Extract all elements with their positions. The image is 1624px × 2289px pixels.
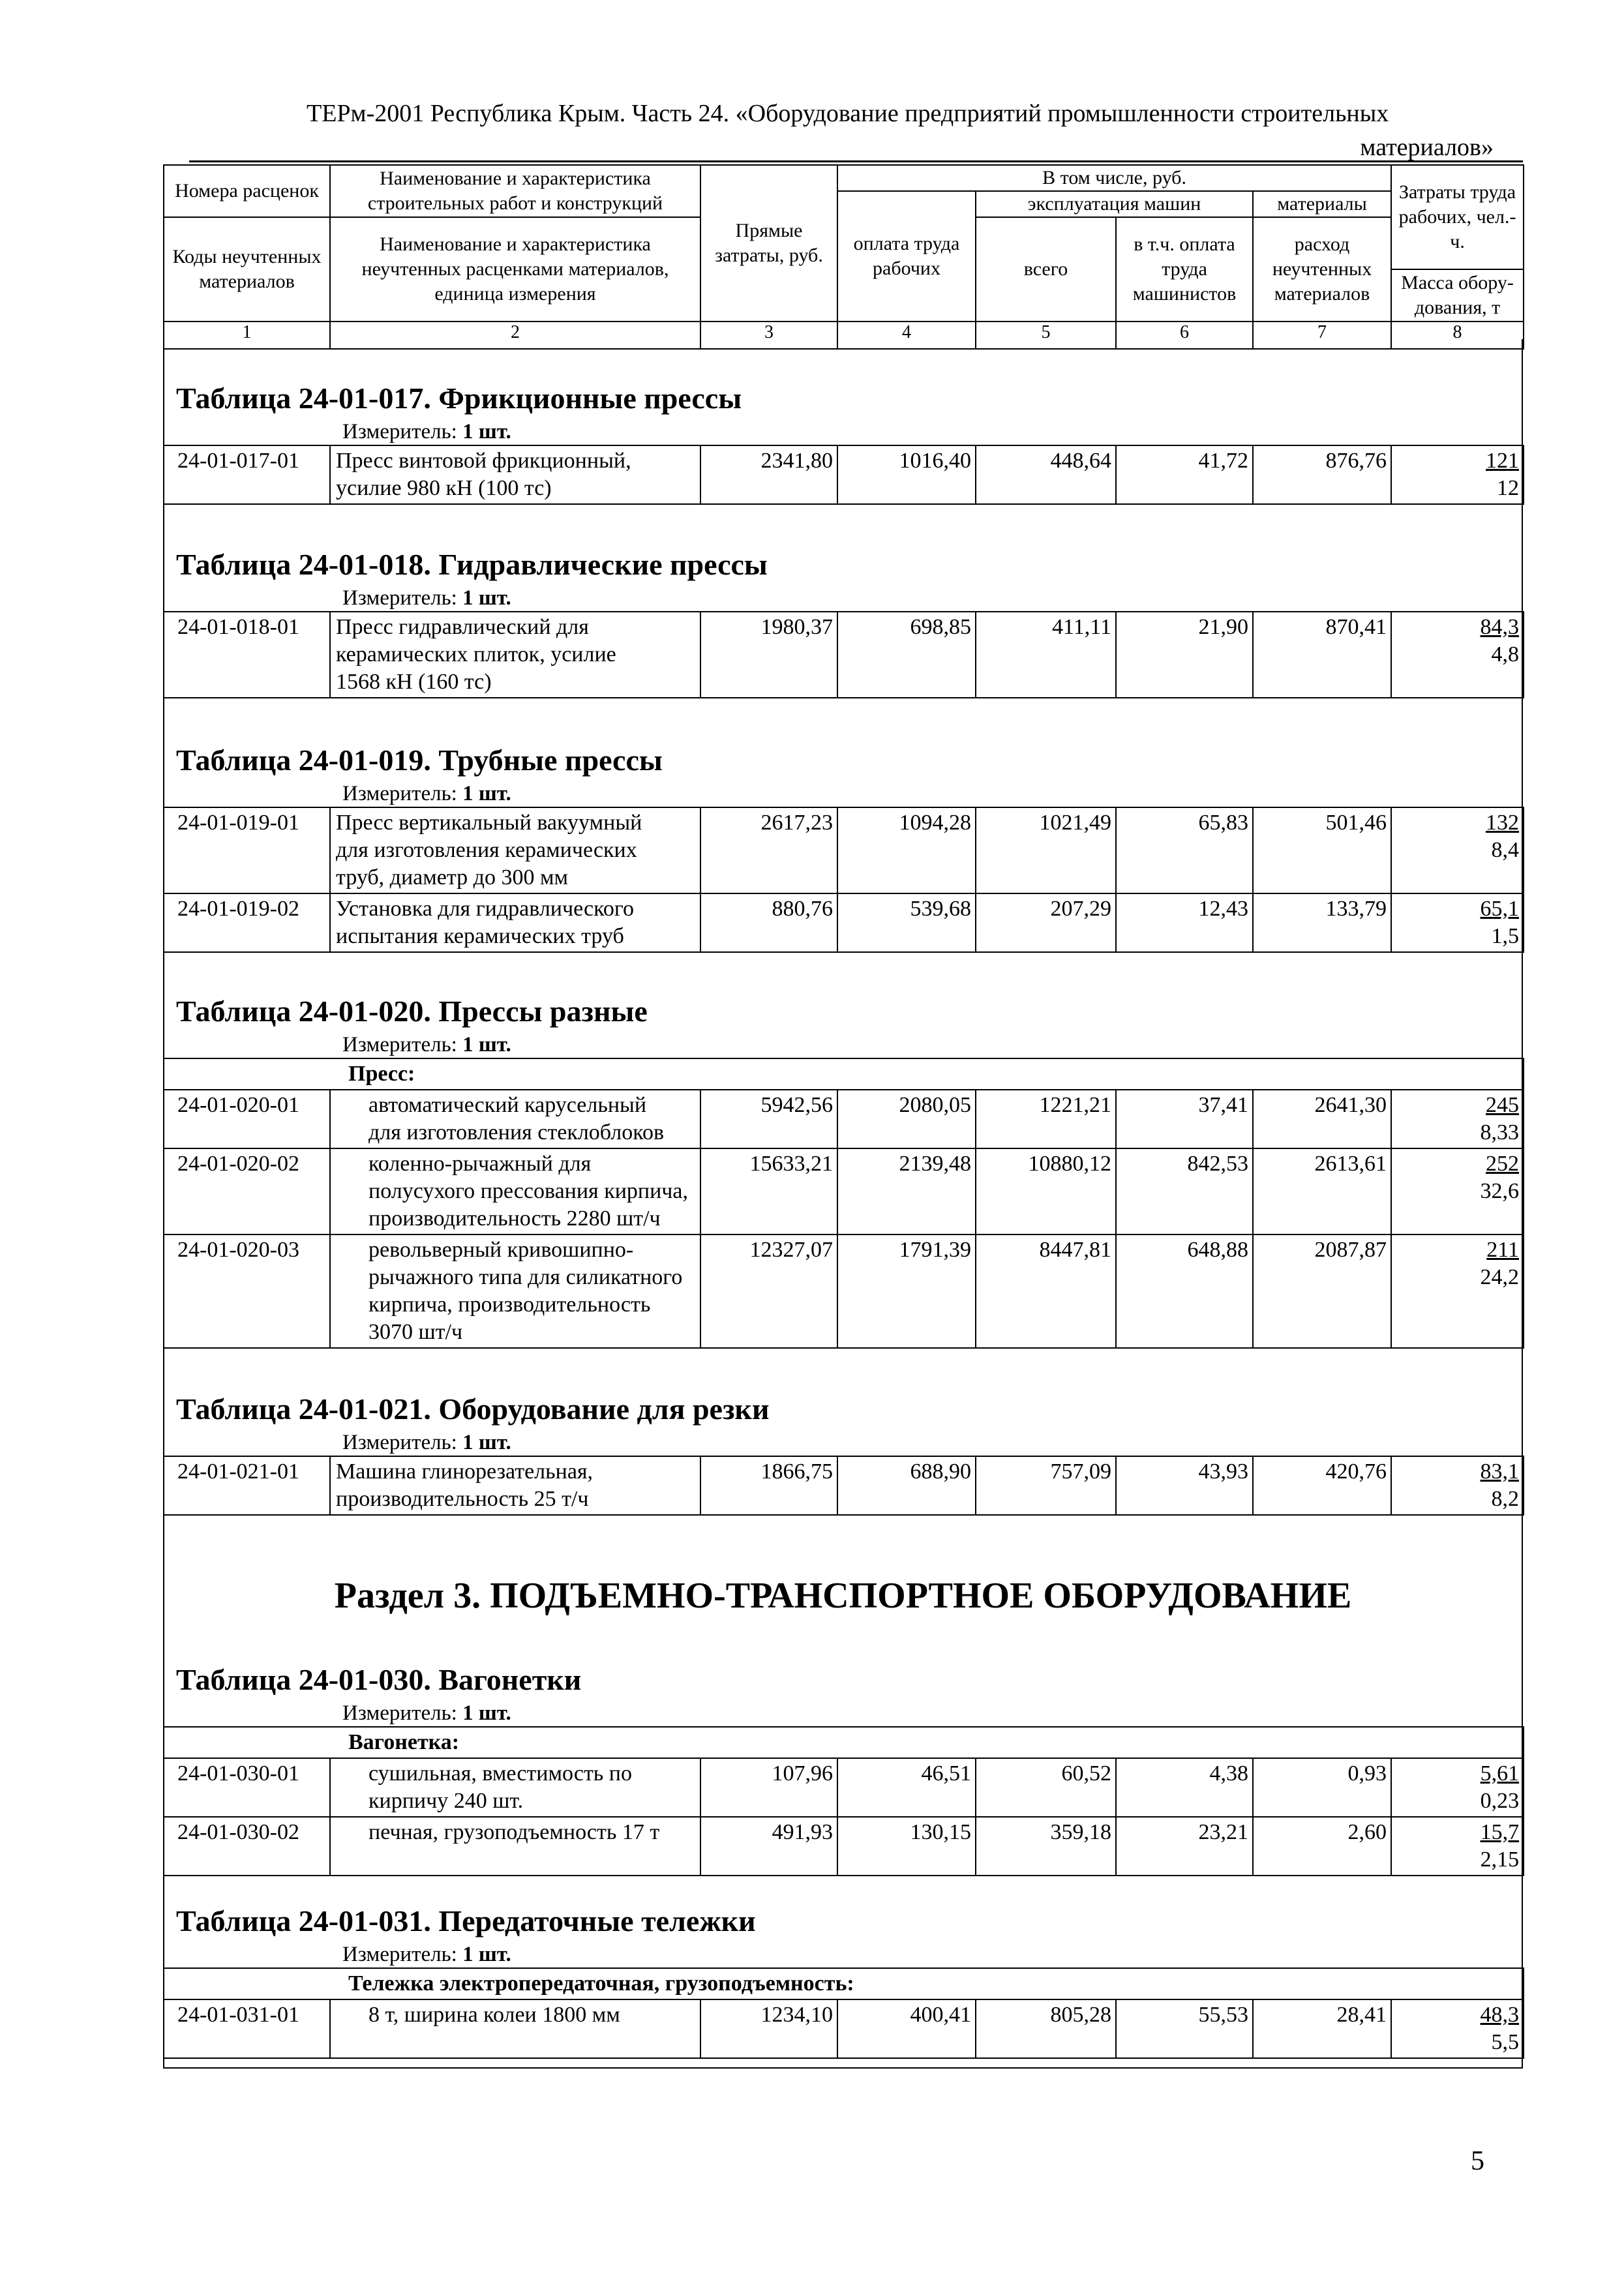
table-row — [164, 893, 1524, 952]
head-col3: Прямые затраты, руб. — [700, 165, 837, 322]
rate-name-line: 3070 шт/ч — [368, 1320, 463, 1344]
cost-c3: 880,76 — [700, 893, 837, 952]
rate-name-line: производительность 2280 шт/ч — [368, 1206, 661, 1231]
head-col5: всего — [976, 217, 1116, 322]
labor-mass-cell — [1391, 1090, 1524, 1148]
price-table — [163, 1726, 1524, 1876]
table-title: Таблица 24-01-018. Гидравлические прессы — [176, 548, 768, 581]
unit-label: Измеритель: — [342, 1701, 457, 1725]
cost-c5: 1021,49 — [976, 807, 1116, 893]
rate-name-line: рычажного типа для силикатного — [368, 1265, 683, 1289]
rate-name — [330, 893, 700, 952]
rate-name-line: револьверный кривошипно- — [368, 1238, 634, 1262]
unit-of-measure — [163, 419, 1523, 445]
cost-c3: 1866,75 — [700, 1456, 837, 1515]
cost-c5: 411,11 — [976, 612, 1116, 698]
price-table — [163, 1967, 1524, 2059]
col-number: 8 — [1391, 322, 1524, 349]
rate-name-line: кирпича, производительность — [368, 1293, 651, 1317]
table-title: Таблица 24-01-021. Оборудование для резки — [176, 1392, 770, 1426]
table-title: Таблица 24-01-019. Трубные прессы — [176, 743, 663, 777]
rate-name-line: Пресс гидравлический для — [336, 615, 589, 639]
mass-value: 8,2 — [1491, 1487, 1519, 1511]
mass-value: 8,4 — [1491, 838, 1519, 862]
section-heading: Раздел 3. ПОДЪЕМНО-ТРАНСПОРТНОЕ ОБОРУДОВАНИЕ — [334, 1576, 1352, 1616]
rate-name — [330, 1999, 700, 2058]
cost-c4: 688,90 — [837, 1456, 976, 1515]
cost-c7: 2613,61 — [1253, 1148, 1391, 1234]
col-number: 5 — [976, 322, 1116, 349]
cost-c6: 12,43 — [1116, 893, 1253, 952]
group-label: Вагонетка: — [164, 1727, 1524, 1758]
cost-c3: 491,93 — [700, 1817, 837, 1876]
col-number: 1 — [164, 322, 330, 349]
cost-c7: 133,79 — [1253, 893, 1391, 952]
mass-value: 0,23 — [1480, 1789, 1520, 1813]
mass-value: 5,5 — [1491, 2030, 1519, 2054]
rate-name-line: коленно-рычажный для — [368, 1152, 592, 1176]
cost-c3: 1234,10 — [700, 1999, 837, 2058]
rate-name-line: сушильная, вместимость по — [368, 1761, 632, 1786]
labor-mass-cell — [1391, 1234, 1524, 1348]
labor-value: 5,61 — [1480, 1761, 1520, 1786]
table-row — [164, 1999, 1524, 2058]
rate-name-line: для изготовления стеклоблоков — [368, 1120, 665, 1144]
labor-mass-cell — [1391, 1999, 1524, 2058]
labor-mass-cell — [1391, 445, 1524, 504]
cost-c5: 8447,81 — [976, 1234, 1116, 1348]
labor-value: 252 — [1486, 1152, 1519, 1176]
unit-value: 1 шт. — [462, 1033, 511, 1056]
cost-c4: 2139,48 — [837, 1148, 976, 1234]
labor-mass-cell — [1391, 1148, 1524, 1234]
cost-c5: 60,52 — [976, 1758, 1116, 1817]
table-title: Таблица 24-01-031. Передаточные тележки — [176, 1904, 756, 1937]
table-row — [164, 612, 1524, 698]
group-label: Пресс: — [164, 1058, 1524, 1090]
rate-code: 24-01-030-02 — [164, 1817, 330, 1876]
rate-name — [330, 1234, 700, 1348]
cost-c5: 448,64 — [976, 445, 1116, 504]
rate-name — [330, 1090, 700, 1148]
rate-name-line: печная, грузоподъемность 17 т — [368, 1820, 660, 1844]
price-table-section — [163, 378, 1523, 505]
cost-c4: 539,68 — [837, 893, 976, 952]
cost-c5: 10880,12 — [976, 1148, 1116, 1234]
head-col8-top: Затраты труда рабочих, чел.-ч. — [1391, 165, 1524, 269]
head-including: В том числе, руб. — [837, 165, 1391, 191]
table-row — [164, 807, 1524, 893]
cost-c3: 12327,07 — [700, 1234, 837, 1348]
cost-c3: 2341,80 — [700, 445, 837, 504]
table-row — [164, 1234, 1524, 1348]
rate-code: 24-01-020-03 — [164, 1234, 330, 1348]
mass-value: 2,15 — [1480, 1848, 1520, 1872]
labor-value: 83,1 — [1480, 1459, 1519, 1484]
cost-c5: 757,09 — [976, 1456, 1116, 1515]
cost-c6: 21,90 — [1116, 612, 1253, 698]
price-table-section — [163, 1660, 1523, 1876]
cost-c3: 1980,37 — [700, 612, 837, 698]
mass-value: 12 — [1497, 476, 1519, 500]
cost-c4: 130,15 — [837, 1817, 976, 1876]
rate-name — [330, 1456, 700, 1515]
cost-c3: 5942,56 — [700, 1090, 837, 1148]
table-row — [164, 1817, 1524, 1876]
cost-c6: 41,72 — [1116, 445, 1253, 504]
cost-c4: 46,51 — [837, 1758, 976, 1817]
rate-code: 24-01-020-02 — [164, 1148, 330, 1234]
cost-c7: 2641,30 — [1253, 1090, 1391, 1148]
cost-c4: 1791,39 — [837, 1234, 976, 1348]
cost-c6: 842,53 — [1116, 1148, 1253, 1234]
unit-label: Измеритель: — [342, 1431, 457, 1454]
rate-name — [330, 612, 700, 698]
cost-c7: 2,60 — [1253, 1817, 1391, 1876]
cost-c5: 1221,21 — [976, 1090, 1116, 1148]
cost-c4: 400,41 — [837, 1999, 976, 2058]
rate-name-line: Машина глинорезательная, — [336, 1459, 594, 1484]
price-table-section — [163, 991, 1523, 1349]
price-table-section — [163, 1901, 1523, 2059]
head-col7: расход неучтенных материалов — [1253, 217, 1391, 322]
price-table — [163, 1058, 1524, 1349]
cost-c6: 4,38 — [1116, 1758, 1253, 1817]
rate-code: 24-01-018-01 — [164, 612, 330, 698]
price-table-section — [163, 545, 1523, 698]
cost-c6: 648,88 — [1116, 1234, 1253, 1348]
rate-code: 24-01-031-01 — [164, 1999, 330, 2058]
rate-name — [330, 445, 700, 504]
cost-c6: 43,93 — [1116, 1456, 1253, 1515]
rate-name-line: Установка для гидравлического — [336, 897, 635, 921]
cost-c4: 1016,40 — [837, 445, 976, 504]
unit-value: 1 шт. — [462, 420, 511, 443]
cost-c4: 1094,28 — [837, 807, 976, 893]
rate-name-line: кирпичу 240 шт. — [368, 1789, 524, 1813]
col-number: 3 — [700, 322, 837, 349]
unit-label: Измеритель: — [342, 1943, 457, 1966]
rate-name-line: усилие 980 кН (100 тс) — [336, 476, 552, 500]
cost-c3: 15633,21 — [700, 1148, 837, 1234]
header-line-2: материалов» — [1360, 134, 1494, 161]
head-col6: в т.ч. оплата труда машинистов — [1116, 217, 1253, 322]
rate-name-line: 1568 кН (160 тс) — [336, 670, 492, 694]
group-row — [164, 1968, 1524, 1999]
cost-c6: 23,21 — [1116, 1817, 1253, 1876]
rate-name-line: производительность 25 т/ч — [336, 1487, 589, 1511]
unit-value: 1 шт. — [462, 586, 511, 610]
rate-code: 24-01-021-01 — [164, 1456, 330, 1515]
labor-mass-cell — [1391, 893, 1524, 952]
unit-label: Измеритель: — [342, 1033, 457, 1056]
head-machines: эксплуатация машин — [976, 191, 1253, 217]
rate-name-line: автоматический карусельный — [368, 1093, 647, 1117]
table-title: Таблица 24-01-020. Прессы разные — [176, 995, 648, 1028]
unit-label: Измеритель: — [342, 586, 457, 610]
unit-value: 1 шт. — [462, 1431, 511, 1454]
cost-c7: 2087,87 — [1253, 1234, 1391, 1348]
unit-of-measure — [163, 1429, 1523, 1456]
table-title: Таблица 24-01-030. Вагонетки — [176, 1663, 582, 1696]
group-row — [164, 1727, 1524, 1758]
labor-mass-cell — [1391, 612, 1524, 698]
cost-c7: 876,76 — [1253, 445, 1391, 504]
head-col2-top: Наименование и характеристика строительных работ и конструкций — [330, 165, 700, 217]
price-table — [163, 807, 1524, 953]
rate-name — [330, 1758, 700, 1817]
rate-name-line: для изготовления керамических — [336, 838, 637, 862]
labor-value: 211 — [1486, 1238, 1519, 1262]
unit-of-measure — [163, 1700, 1523, 1726]
table-row — [164, 1758, 1524, 1817]
rate-name — [330, 1148, 700, 1234]
labor-value: 121 — [1486, 449, 1519, 473]
head-col1-top: Номера расценок — [164, 165, 330, 217]
cost-c7: 501,46 — [1253, 807, 1391, 893]
table-row — [164, 1456, 1524, 1515]
price-table — [163, 1456, 1524, 1516]
labor-mass-cell — [1391, 807, 1524, 893]
rate-name-line: труб, диаметр до 300 мм — [336, 865, 568, 890]
rate-name-line: испытания керамических труб — [336, 924, 624, 948]
cost-c5: 207,29 — [976, 893, 1116, 952]
cost-c7: 870,41 — [1253, 612, 1391, 698]
price-table-section — [163, 1389, 1523, 1516]
cost-c3: 2617,23 — [700, 807, 837, 893]
cost-c3: 107,96 — [700, 1758, 837, 1817]
mass-value: 1,5 — [1491, 924, 1519, 948]
mass-value: 4,8 — [1491, 642, 1519, 666]
table-title: Таблица 24-01-017. Фрикционные прессы — [176, 382, 742, 415]
price-table-section — [163, 740, 1523, 953]
col-number: 7 — [1253, 322, 1391, 349]
group-label: Тележка электропередаточная, грузоподъемность: — [164, 1968, 1524, 1999]
unit-of-measure — [163, 1032, 1523, 1058]
rate-name-line: Пресс винтовой фрикционный, — [336, 449, 631, 473]
unit-of-measure — [163, 1941, 1523, 1967]
cost-c7: 420,76 — [1253, 1456, 1391, 1515]
unit-label: Измеритель: — [342, 782, 457, 805]
cost-c4: 2080,05 — [837, 1090, 976, 1148]
rate-name-line: полусухого прессования кирпича, — [368, 1179, 688, 1203]
cost-c5: 359,18 — [976, 1817, 1116, 1876]
cost-c7: 0,93 — [1253, 1758, 1391, 1817]
head-col1-bottom: Коды неучтенных материалов — [164, 217, 330, 322]
col-number: 4 — [837, 322, 976, 349]
rate-code: 24-01-020-01 — [164, 1090, 330, 1148]
column-header-table — [163, 164, 1524, 350]
labor-value: 65,1 — [1480, 897, 1519, 921]
header-rule — [189, 160, 1523, 162]
rate-name-line: керамических плиток, усилие — [336, 642, 616, 666]
head-col2-bottom: Наименование и характеристика неучтенных расценками материалов, единица измерения — [330, 217, 700, 322]
labor-value: 245 — [1486, 1093, 1519, 1117]
price-table — [163, 445, 1524, 505]
mass-value: 8,33 — [1480, 1120, 1519, 1144]
price-table — [163, 611, 1524, 698]
table-row — [164, 1148, 1524, 1234]
rate-code: 24-01-030-01 — [164, 1758, 330, 1817]
labor-value: 132 — [1486, 811, 1519, 835]
labor-mass-cell — [1391, 1758, 1524, 1817]
labor-value: 15,7 — [1480, 1820, 1520, 1844]
labor-value: 84,3 — [1480, 615, 1519, 639]
rate-code: 24-01-019-01 — [164, 807, 330, 893]
unit-label: Измеритель: — [342, 420, 457, 443]
unit-of-measure — [163, 781, 1523, 807]
head-col4: оплата труда рабочих — [837, 191, 976, 322]
labor-mass-cell — [1391, 1817, 1524, 1876]
page-number: 5 — [1471, 2146, 1484, 2176]
rate-name — [330, 807, 700, 893]
unit-of-measure — [163, 585, 1523, 611]
cost-c6: 37,41 — [1116, 1090, 1253, 1148]
rate-name — [330, 1817, 700, 1876]
mass-value: 24,2 — [1480, 1265, 1519, 1289]
cost-c6: 65,83 — [1116, 807, 1253, 893]
col-number: 2 — [330, 322, 700, 349]
unit-value: 1 шт. — [462, 1701, 511, 1725]
table-row — [164, 1090, 1524, 1148]
cost-c7: 28,41 — [1253, 1999, 1391, 2058]
col-number: 6 — [1116, 322, 1253, 349]
document-header — [307, 97, 1494, 164]
cost-c6: 55,53 — [1116, 1999, 1253, 2058]
unit-value: 1 шт. — [462, 1943, 511, 1966]
rate-code: 24-01-017-01 — [164, 445, 330, 504]
group-row — [164, 1058, 1524, 1090]
cost-c5: 805,28 — [976, 1999, 1116, 2058]
head-materials: материалы — [1253, 191, 1391, 217]
mass-value: 32,6 — [1480, 1179, 1519, 1203]
labor-mass-cell — [1391, 1456, 1524, 1515]
cost-c4: 698,85 — [837, 612, 976, 698]
rate-name-line: Пресс вертикальный вакуумный — [336, 811, 642, 835]
labor-value: 48,3 — [1480, 2003, 1519, 2027]
rate-code: 24-01-019-02 — [164, 893, 330, 952]
header-line-1: ТЕРм-2001 Республика Крым. Часть 24. «Оборудование предприятий промышленности строительных — [307, 100, 1389, 127]
unit-value: 1 шт. — [462, 782, 511, 805]
rate-name-line: 8 т, ширина колеи 1800 мм — [368, 2003, 620, 2027]
head-col8-bottom: Масса обору-дования, т — [1391, 269, 1524, 322]
table-row — [164, 445, 1524, 504]
